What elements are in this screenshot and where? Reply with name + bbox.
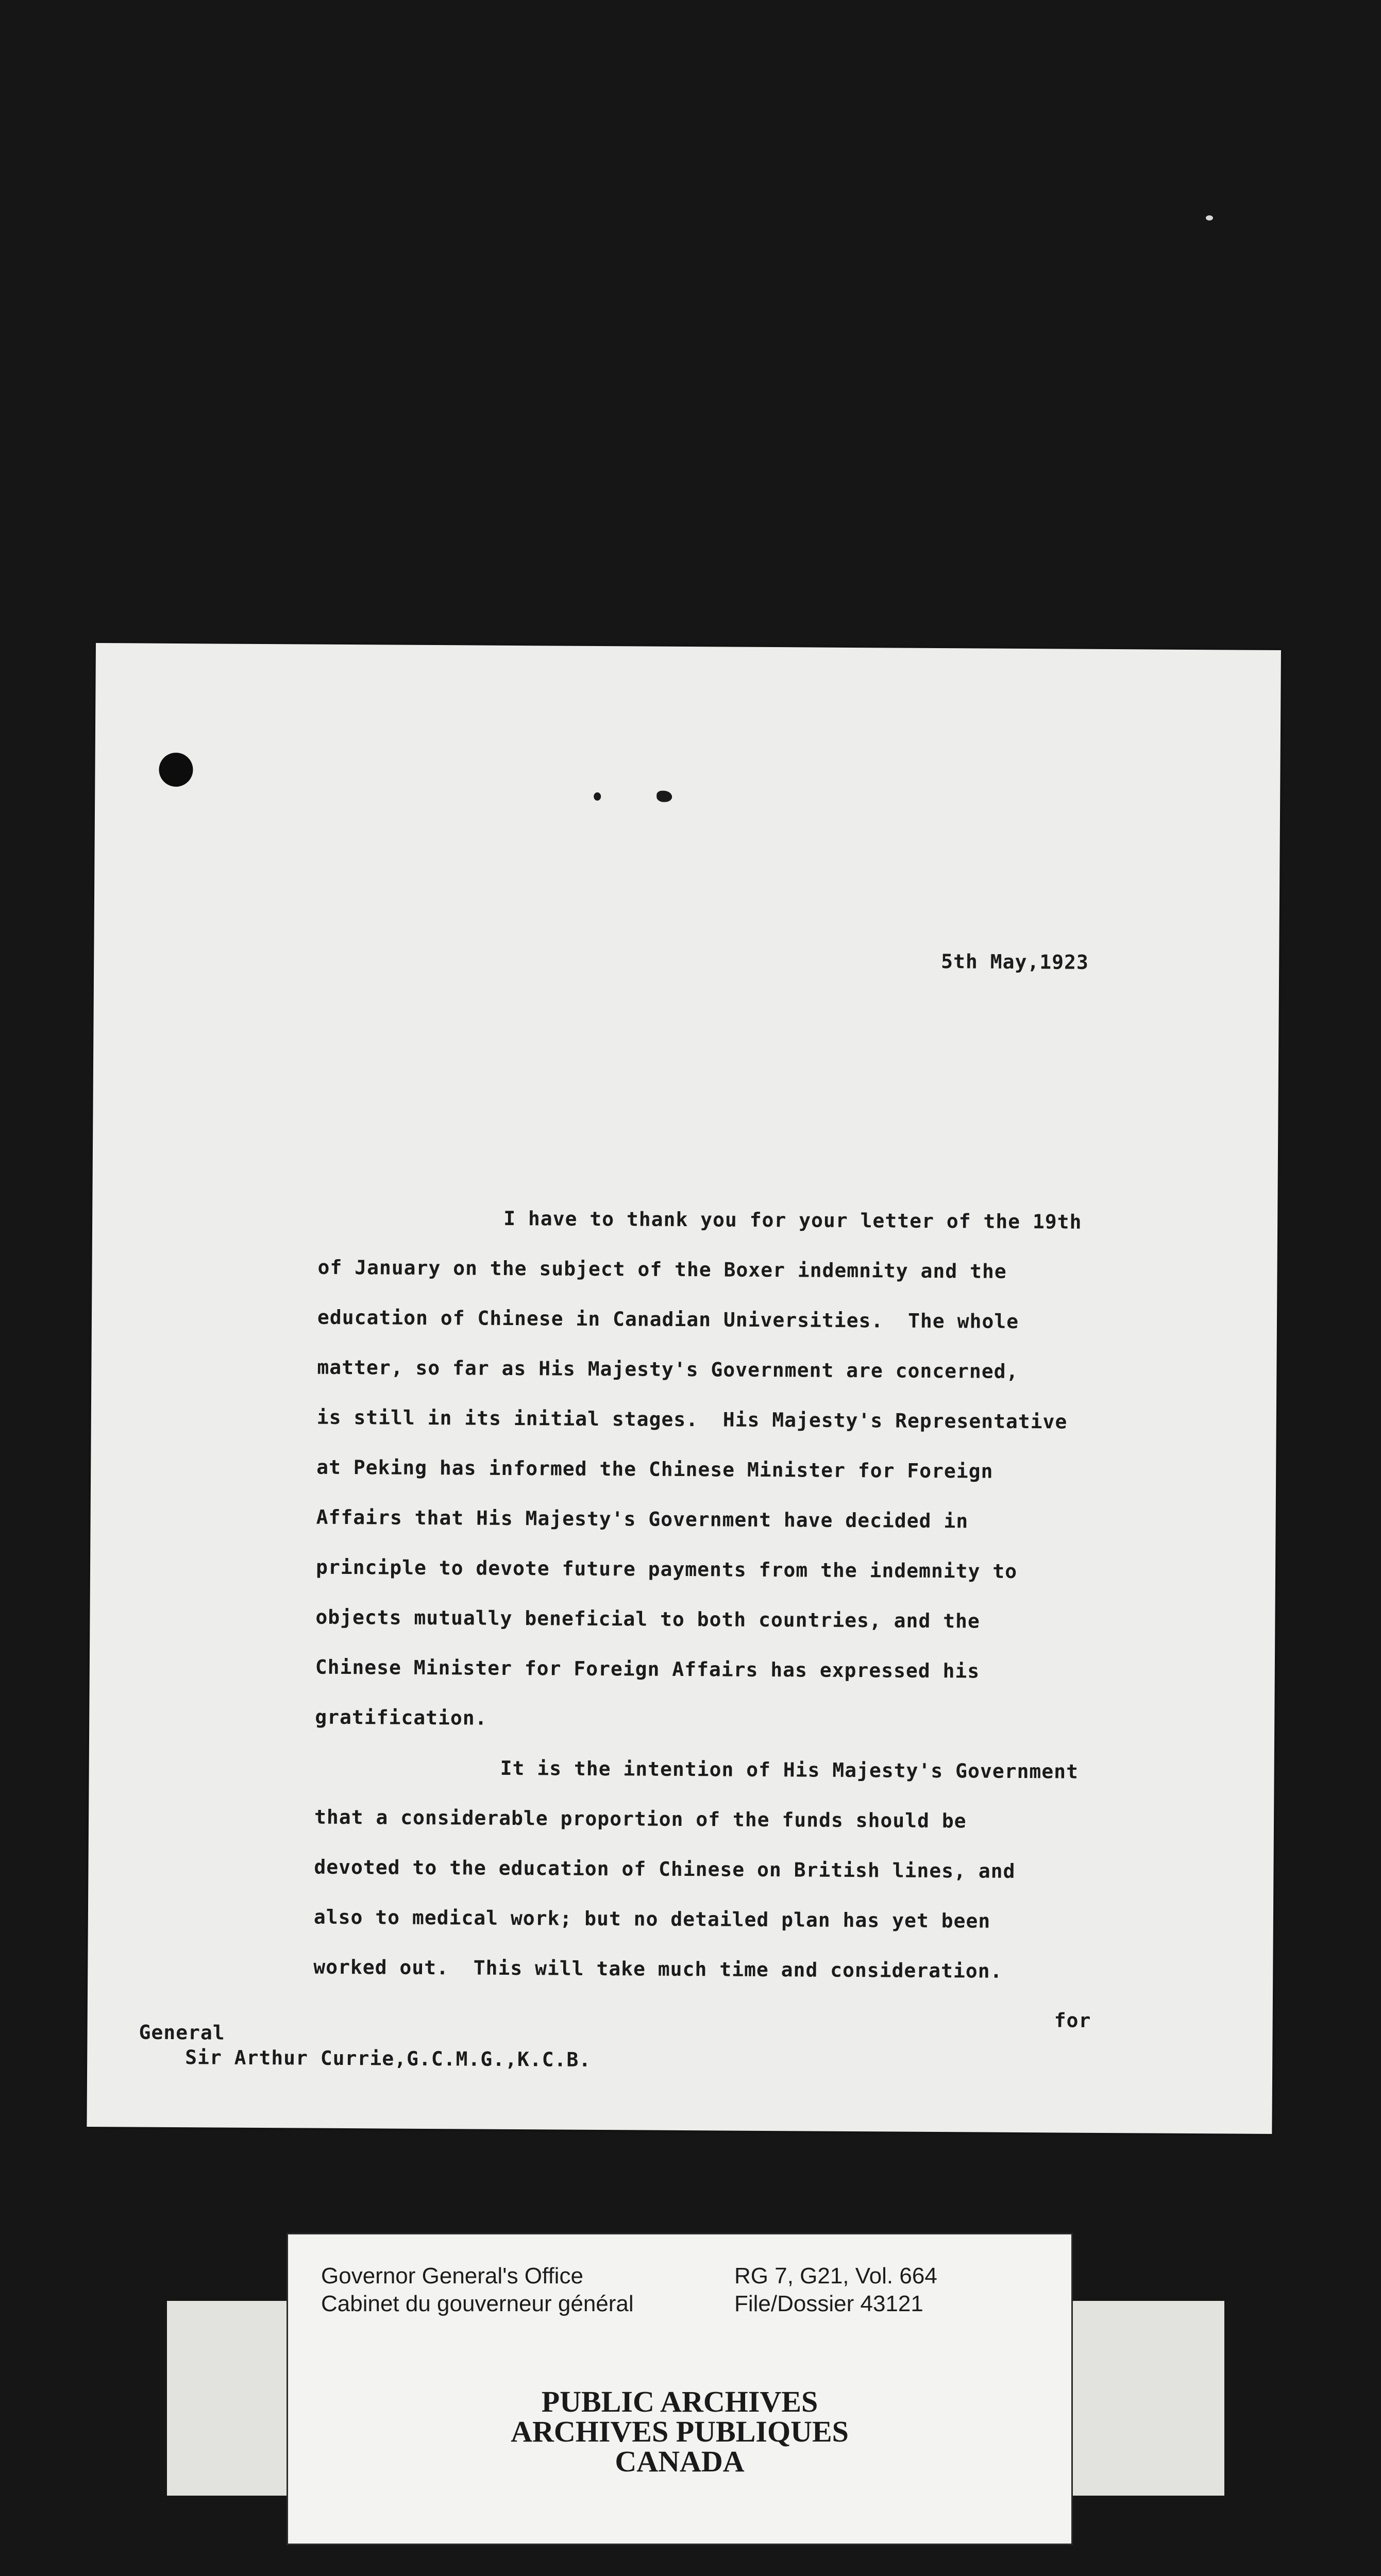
body-line: education of Chinese in Canadian Universities. The whole [317,1306,1019,1333]
stamp-line: ARCHIVES PUBLIQUES [511,2415,849,2448]
punch-hole [159,753,193,787]
body-line: principle to devote future payments from the indemnity to [315,1555,1018,1583]
body-line: Affairs that His Majesty's Government have decided in [316,1505,969,1533]
body-line: is still in its initial stages. His Majesty's Representative [316,1405,1068,1433]
ink-mark [656,791,672,802]
addressee-name: Sir Arthur Currie,G.C.M.G.,K.C.B. [185,2046,592,2071]
ink-mark [594,792,601,801]
archive-label [287,2233,1073,2545]
body-line: worked out. This will take much time and consideration. [313,1955,1003,1982]
body-line: I have to thank you for your letter of the 19th [503,1207,1082,1233]
body-line: matter, so far as His Majesty's Government are concerned, [317,1355,1019,1383]
film-speck [1206,215,1213,221]
archives-stamp [288,2387,1071,2477]
body-line: devoted to the education of Chinese on British lines, and [314,1855,1016,1883]
letter-date: 5th May,1923 [941,950,1089,974]
stamp-line: CANADA [615,2445,745,2478]
body-line: at Peking has informed the Chinese Minister for Foreign [316,1455,993,1483]
record-group-reference: RG 7, G21, Vol. 664 [734,2263,937,2289]
letter-body [313,1193,1297,1998]
body-line: objects mutually beneficial to both countries, and the [315,1605,980,1633]
stamp-line: PUBLIC ARCHIVES [541,2385,818,2418]
body-line: It is the intention of His Majesty's Government [500,1756,1079,1783]
body-line: of January on the subject of the Boxer indemnity and the [317,1256,1007,1283]
office-name-french: Cabinet du gouverneur général [321,2291,634,2316]
letter-sheet [87,643,1281,2134]
addressee-rank: General [139,2021,225,2044]
catchword: for [1054,2009,1091,2032]
body-line: also to medical work; but no detailed plan has yet been [313,1905,991,1933]
office-name-english: Governor General's Office [321,2263,583,2289]
body-line: gratification. [315,1705,487,1730]
file-number: File/Dossier 43121 [734,2291,923,2316]
body-line: Chinese Minister for Foreign Affairs has expressed his [315,1655,980,1683]
body-line: that a considerable proportion of the funds should be [314,1805,967,1833]
